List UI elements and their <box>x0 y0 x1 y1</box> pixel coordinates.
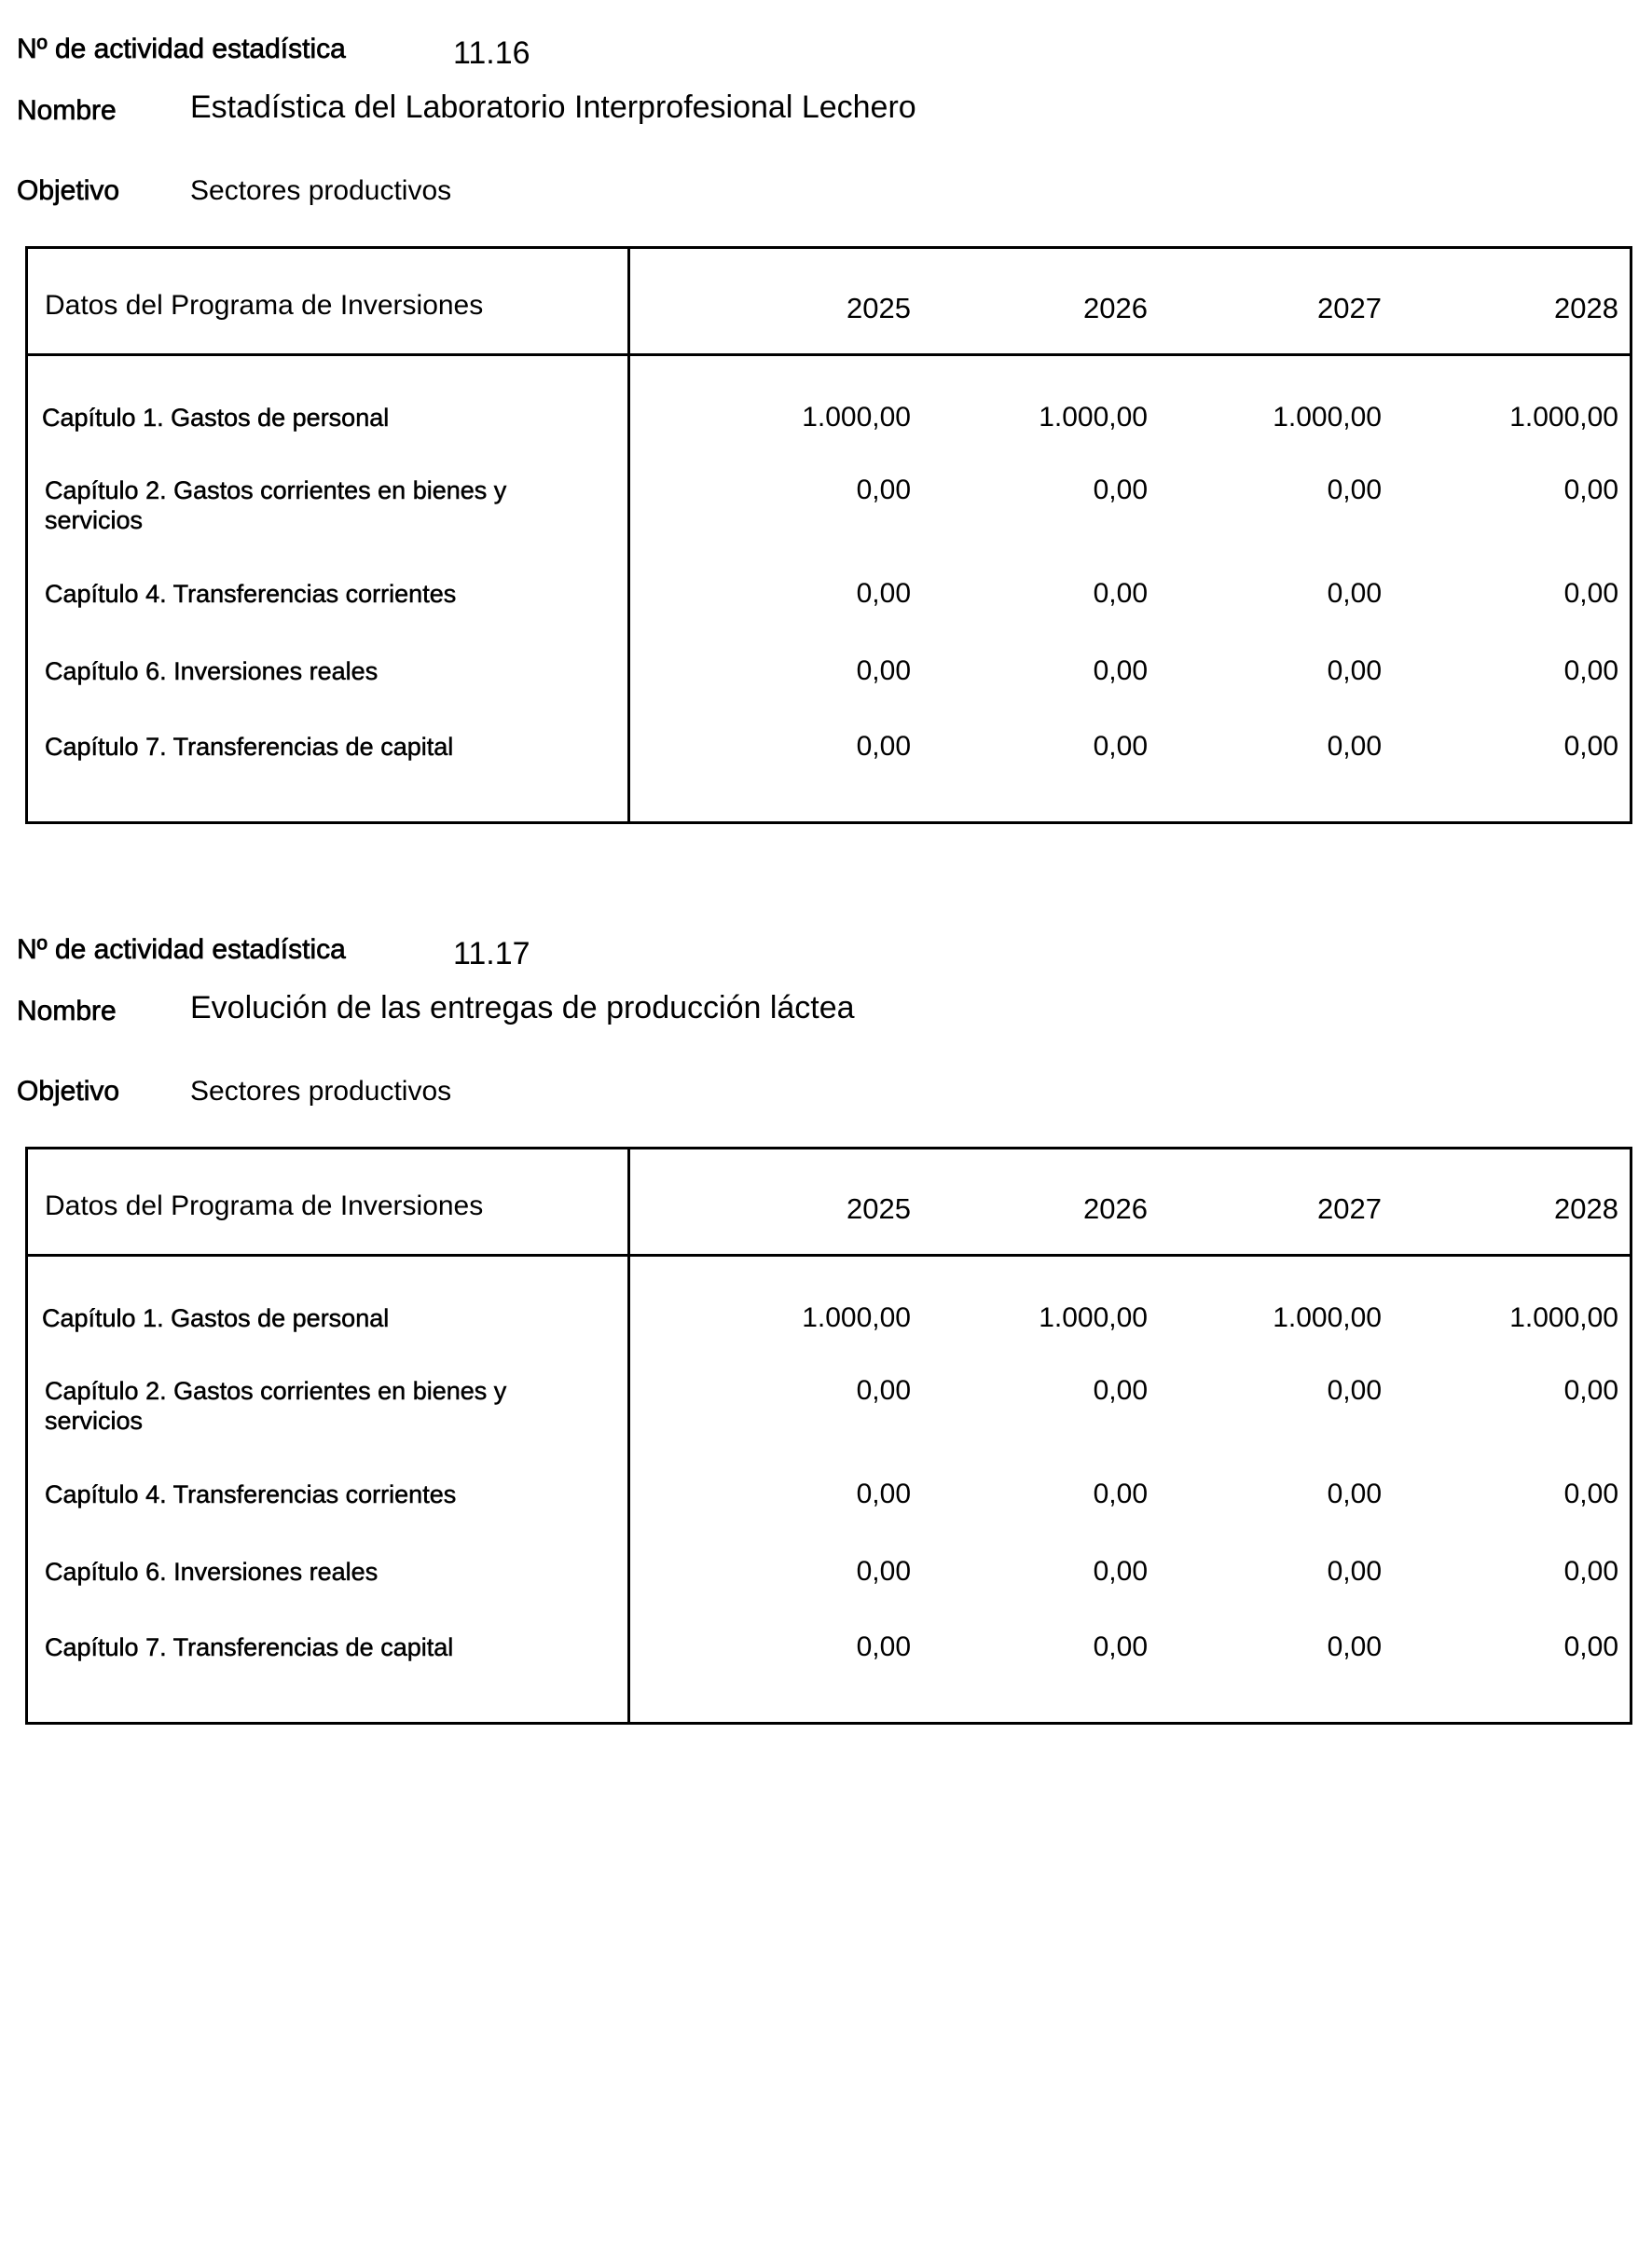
activity-number-label: Nº de actividad estadística <box>17 34 346 64</box>
table-cell: 0,00 <box>856 1375 911 1406</box>
table-cell: 0,00 <box>856 1631 911 1662</box>
table-cell: 1.000,00 <box>1039 402 1148 433</box>
table-cell: 0,00 <box>1563 731 1618 762</box>
activity-name: Estadística del Laboratorio Interprofesional Lechero <box>190 89 916 125</box>
investment-table <box>25 246 1632 824</box>
objective-label: Objetivo <box>17 1076 120 1107</box>
row-label: Capítulo 6. Inversiones reales <box>45 1558 379 1586</box>
table-cell: 0,00 <box>1093 1375 1148 1406</box>
table-cell: 1.000,00 <box>1273 1302 1382 1333</box>
row-label: Capítulo 2. Gastos corrientes en bienes y servicios <box>45 1377 507 1435</box>
table-cell: 0,00 <box>1563 1375 1618 1406</box>
table-cell: 0,00 <box>1093 731 1148 762</box>
name-label: Nombre <box>17 996 117 1026</box>
table-cell: 0,00 <box>1093 1556 1148 1587</box>
table-cell: 0,00 <box>856 655 911 686</box>
table-cell: 1.000,00 <box>1509 1302 1618 1333</box>
row-label: Capítulo 2. Gastos corrientes en bienes y servicios <box>45 476 507 534</box>
table-cell: 0,00 <box>1563 578 1618 609</box>
year-header: 2025 <box>847 292 911 324</box>
table-cell: 0,00 <box>1327 1375 1382 1406</box>
table-cell: 0,00 <box>1093 655 1148 686</box>
table-cell: 0,00 <box>856 1556 911 1587</box>
table-cell: 0,00 <box>1563 475 1618 505</box>
year-header: 2027 <box>1317 1192 1382 1225</box>
table-cell: 1.000,00 <box>1273 402 1382 433</box>
table-cell: 0,00 <box>1327 1631 1382 1662</box>
table-cell: 0,00 <box>1327 475 1382 505</box>
row-label: Capítulo 7. Transferencias de capital <box>45 733 454 761</box>
table-cell: 0,00 <box>1327 655 1382 686</box>
table-divider-vertical <box>627 1149 630 1722</box>
table-cell: 0,00 <box>856 731 911 762</box>
year-header: 2028 <box>1554 292 1618 324</box>
table-cell: 0,00 <box>1563 1556 1618 1587</box>
table-cell: 0,00 <box>1327 1556 1382 1587</box>
activity-block-11-17 <box>0 901 1652 1740</box>
table-header-label: Datos del Programa de Inversiones <box>45 290 484 321</box>
table-cell: 0,00 <box>1093 1479 1148 1509</box>
row-label: Capítulo 4. Transferencias corrientes <box>45 580 457 608</box>
activity-number: 11.16 <box>453 35 530 71</box>
year-header: 2026 <box>1083 292 1148 324</box>
row-label: Capítulo 1. Gastos de personal <box>42 1304 390 1332</box>
table-divider-vertical <box>627 249 630 821</box>
year-header: 2026 <box>1083 1192 1148 1225</box>
investment-table <box>25 1147 1632 1725</box>
table-cell: 0,00 <box>1327 1479 1382 1509</box>
table-cell: 0,00 <box>1563 1631 1618 1662</box>
name-label: Nombre <box>17 95 117 126</box>
table-cell: 1.000,00 <box>1509 402 1618 433</box>
table-cell: 0,00 <box>1093 475 1148 505</box>
activity-block-11-16 <box>0 0 1652 839</box>
row-label: Capítulo 1. Gastos de personal <box>42 404 390 432</box>
activity-number: 11.17 <box>453 936 530 971</box>
year-header: 2027 <box>1317 292 1382 324</box>
table-cell: 0,00 <box>1327 731 1382 762</box>
table-cell: 0,00 <box>856 475 911 505</box>
objective-label: Objetivo <box>17 175 120 206</box>
table-cell: 0,00 <box>1093 1631 1148 1662</box>
year-header: 2025 <box>847 1192 911 1225</box>
row-label: Capítulo 6. Inversiones reales <box>45 657 379 685</box>
table-cell: 0,00 <box>856 578 911 609</box>
table-cell: 0,00 <box>856 1479 911 1509</box>
row-label: Capítulo 4. Transferencias corrientes <box>45 1480 457 1508</box>
table-cell: 0,00 <box>1093 578 1148 609</box>
table-cell: 0,00 <box>1327 578 1382 609</box>
table-cell: 1.000,00 <box>1039 1302 1148 1333</box>
activity-objective: Sectores productivos <box>190 175 452 206</box>
table-header-label: Datos del Programa de Inversiones <box>45 1190 484 1221</box>
activity-name: Evolución de las entregas de producción láctea <box>190 990 855 1025</box>
table-cell: 1.000,00 <box>802 402 911 433</box>
table-cell: 0,00 <box>1563 655 1618 686</box>
year-header: 2028 <box>1554 1192 1618 1225</box>
row-label: Capítulo 7. Transferencias de capital <box>45 1633 454 1661</box>
table-cell: 0,00 <box>1563 1479 1618 1509</box>
table-divider-horizontal <box>28 1254 1630 1257</box>
activity-objective: Sectores productivos <box>190 1076 452 1107</box>
table-divider-horizontal <box>28 353 1630 356</box>
activity-number-label: Nº de actividad estadística <box>17 934 346 965</box>
table-cell: 1.000,00 <box>802 1302 911 1333</box>
